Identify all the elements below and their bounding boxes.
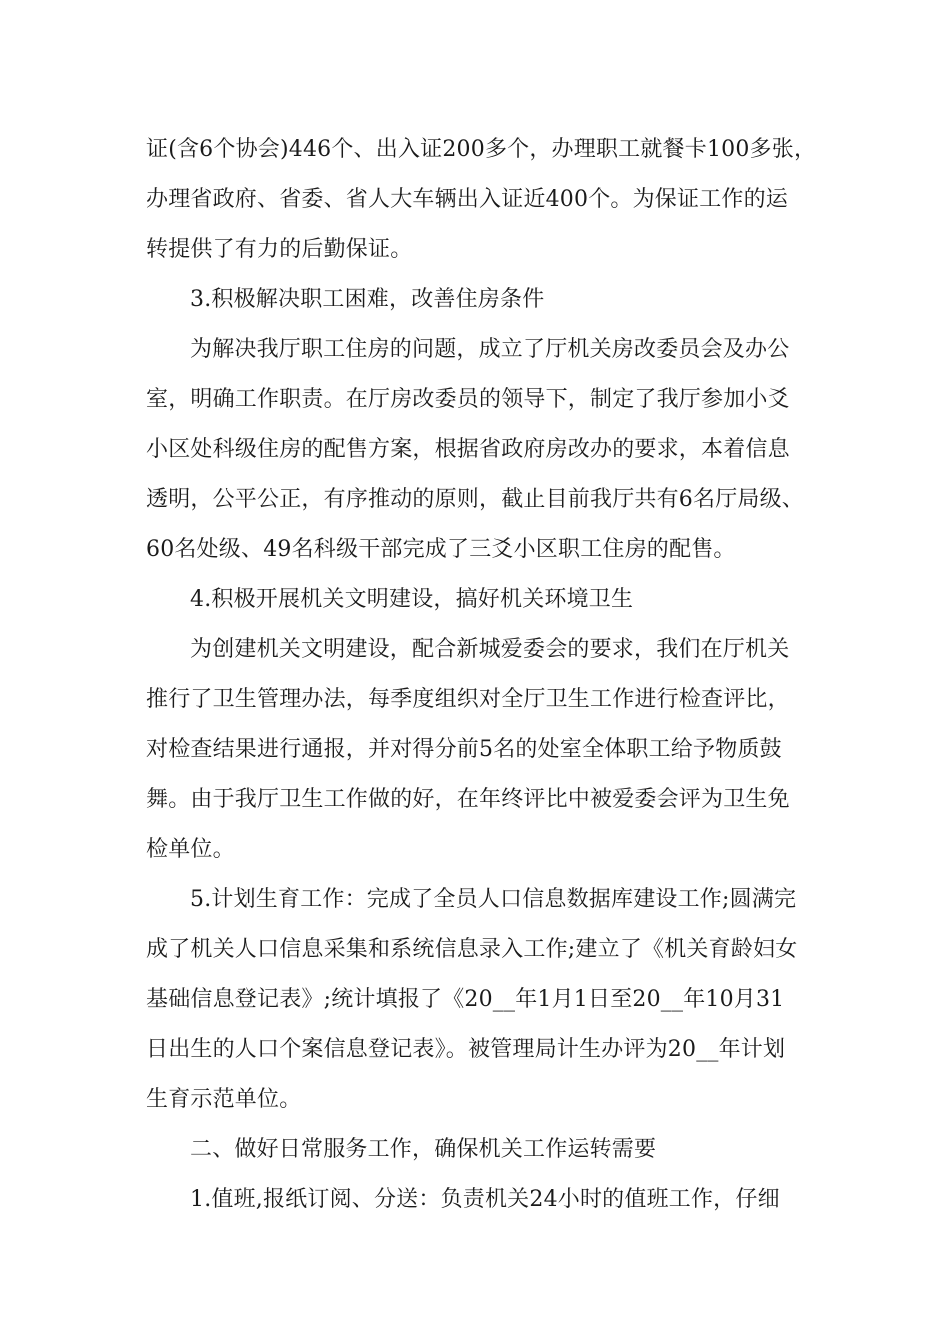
text-line: 透明，公平公正，有序推动的原则，截止目前我厅共有6名厅局级、	[146, 487, 804, 512]
text-line: 为创建机关文明建设，配合新城爱委会的要求，我们在厅机关	[190, 637, 790, 662]
text-line: 1.值班,报纸订阅、分送：负责机关24小时的值班工作，仔细	[190, 1187, 780, 1212]
text-line: 对检查结果进行通报，并对得分前5名的处室全体职工给予物质鼓	[146, 737, 782, 762]
section-heading: 4.积极开展机关文明建设，搞好机关环境卫生	[190, 587, 634, 612]
section-heading: 3.积极解决职工困难，改善住房条件	[190, 287, 545, 312]
text-line: 办理省政府、省委、省人大车辆出入证近400个。为保证工作的运	[146, 187, 788, 212]
text-line: 60名处级、49名科级干部完成了三爻小区职工住房的配售。	[146, 537, 736, 562]
text-line: 转提供了有力的后勤保证。	[146, 237, 413, 262]
text-line: 室，明确工作职责。在厅房改委员的领导下，制定了我厅参加小爻	[146, 387, 790, 412]
text-line: 检单位。	[146, 837, 235, 862]
text-line: 推行了卫生管理办法，每季度组织对全厅卫生工作进行检查评比，	[146, 687, 790, 712]
text-line: 基础信息登记表》;统计填报了《20__年1月1日至20__年10月31	[146, 987, 785, 1012]
text-line: 小区处科级住房的配售方案，根据省政府房改办的要求，本着信息	[146, 437, 790, 462]
text-line: 证(含6个协会)446个、出入证200多个，办理职工就餐卡100多张，	[146, 137, 817, 162]
text-line: 生育示范单位。	[146, 1087, 302, 1112]
section-heading: 二、做好日常服务工作，确保机关工作运转需要	[190, 1137, 657, 1162]
text-line: 为解决我厅职工住房的问题，成立了厅机关房改委员会及办公	[190, 337, 790, 362]
section-heading: 5.计划生育工作：完成了全员人口信息数据库建设工作;圆满完	[190, 887, 797, 912]
text-line: 日出生的人口个案信息登记表》。被管理局计生办评为20__年计划	[146, 1037, 786, 1062]
text-line: 舞。由于我厅卫生工作做的好，在年终评比中被爱委会评为卫生免	[146, 787, 790, 812]
text-line: 成了机关人口信息采集和系统信息录入工作;建立了《机关育龄妇女	[146, 937, 798, 962]
